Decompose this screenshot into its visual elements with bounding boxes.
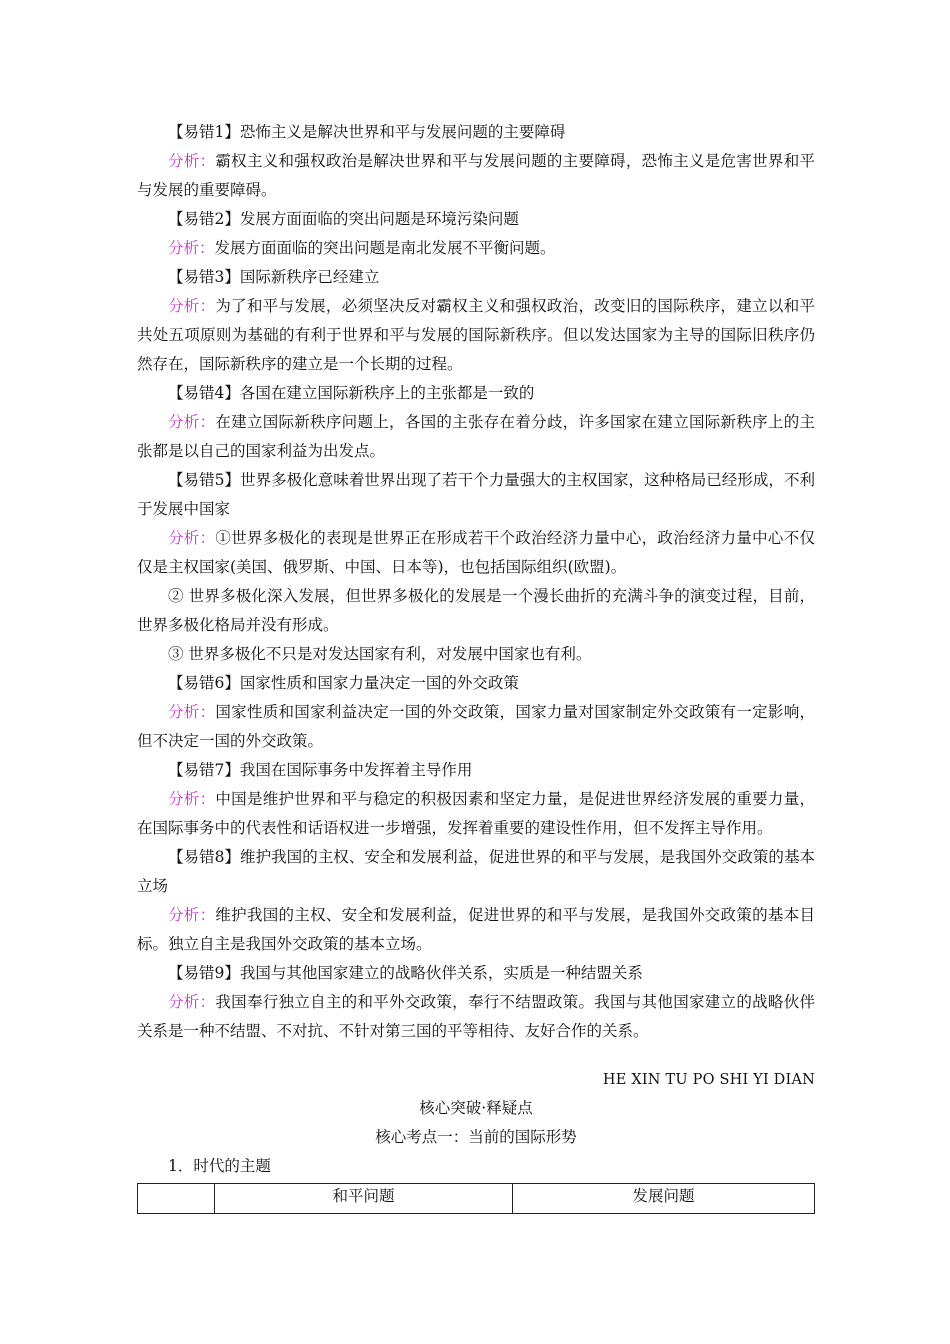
error-analysis — [137, 292, 815, 379]
error-list — [137, 118, 815, 1046]
error-analysis — [137, 147, 815, 205]
error-analysis — [137, 785, 815, 843]
error-analysis — [137, 988, 815, 1046]
error-title: 【易错5】世界多极化意味着世界出现了若干个力量强大的主权国家，这种格局已经形成，不利于发展中国家 — [137, 471, 815, 518]
error-analysis — [137, 524, 815, 582]
table-header-cell: 发展问题 — [513, 1184, 815, 1214]
section-pinyin: HE XIN TU PO SHI YI DIAN — [602, 1072, 815, 1088]
document-page — [137, 118, 815, 1214]
analysis-label: 分析： — [168, 152, 216, 170]
error-title: 【易错6】国家性质和国家力量决定一国的外交政策 — [168, 674, 519, 692]
analysis-text: 在建立国际新秩序问题上，各国的主张存在着分歧，许多国家在建立国际新秩序上的主张都是以自己的国家利益为出发点。 — [137, 413, 815, 460]
analysis-text: 我国奉行独立自主的和平外交政策，奉行不结盟政策。我国与其他国家建立的战略伙伴关系是一种不结盟、不对抗、不针对第三国的平等相待、友好合作的关系。 — [137, 993, 815, 1040]
error-analysis — [137, 234, 815, 263]
table-header-row — [138, 1184, 815, 1214]
error-analysis — [137, 408, 815, 466]
theme-table — [137, 1183, 815, 1214]
topic-item: 1．时代的主题 — [168, 1157, 271, 1175]
analysis-text: 霸权主义和强权政治是解决世界和平与发展问题的主要障碍，恐怖主义是危害世界和平与发展的重要障碍。 — [137, 152, 815, 199]
error-analysis — [137, 640, 815, 669]
error-title: 【易错8】维护我国的主权、安全和发展利益，促进世界的和平与发展，是我国外交政策的基本立场 — [137, 848, 815, 895]
error-analysis — [137, 582, 815, 640]
analysis-label: 分析： — [168, 413, 216, 431]
error-title: 【易错3】国际新秩序已经建立 — [168, 268, 380, 286]
error-title: 【易错7】我国在国际事务中发挥着主导作用 — [168, 761, 473, 779]
error-title: 【易错9】我国与其他国家建立的战略伙伴关系，实质是一种结盟关系 — [168, 964, 643, 982]
analysis-label: 分析： — [168, 906, 216, 924]
analysis-text: ①世界多极化的表现是世界正在形成若干个政治经济力量中心，政治经济力量中心不仅仅是主权国家(美国、俄罗斯、中国、日本等)，也包括国际组织(欧盟)。 — [137, 529, 815, 576]
section-subtitle: 核心考点一：当前的国际形势 — [375, 1128, 577, 1146]
table-header-cell: 和平问题 — [215, 1184, 513, 1214]
analysis-label: 分析： — [168, 239, 215, 257]
table-header-cell — [138, 1184, 215, 1214]
analysis-label: 分析： — [168, 993, 216, 1011]
error-title: 【易错4】各国在建立国际新秩序上的主张都是一致的 — [168, 384, 535, 402]
section-title: 核心突破·释疑点 — [419, 1099, 533, 1117]
error-analysis — [137, 901, 815, 959]
analysis-text: 中国是维护世界和平与稳定的积极因素和坚定力量，是促进世界经济发展的重要力量，在国际事务中的代表性和话语权进一步增强，发挥着重要的建设性作用，但不发挥主导作用。 — [137, 790, 815, 837]
analysis-label: 分析： — [168, 790, 216, 808]
analysis-label: 分析： — [168, 297, 216, 315]
analysis-text: 国家性质和国家利益决定一国的外交政策，国家力量对国家制定外交政策有一定影响，但不决定一国的外交政策。 — [137, 703, 815, 750]
analysis-text: 发展方面面临的突出问题是南北发展不平衡问题。 — [214, 239, 556, 257]
analysis-text: 为了和平与发展，必须坚决反对霸权主义和强权政治，改变旧的国际秩序，建立以和平共处五项原则为基础的有利于世界和平与发展的国际新秩序。但以发达国家为主导的国际旧秩序仍然存在，国际新秩序的建立是一个长期的过程。 — [137, 297, 815, 373]
analysis-text: ② 世界多极化深入发展，但世界多极化的发展是一个漫长曲折的充满斗争的演变过程，目前，世界多极化格局并没有形成。 — [137, 587, 815, 634]
error-analysis — [137, 698, 815, 756]
analysis-text: ③ 世界多极化不只是对发达国家有利，对发展中国家也有利。 — [168, 645, 592, 663]
analysis-label: 分析： — [168, 529, 216, 547]
analysis-label: 分析： — [168, 703, 216, 721]
error-title: 【易错2】发展方面面临的突出问题是环境污染问题 — [168, 210, 519, 228]
analysis-text: 维护我国的主权、安全和发展利益，促进世界的和平与发展，是我国外交政策的基本目标。独立自主是我国外交政策的基本立场。 — [137, 906, 815, 953]
error-title: 【易错1】恐怖主义是解决世界和平与发展问题的主要障碍 — [168, 123, 566, 141]
